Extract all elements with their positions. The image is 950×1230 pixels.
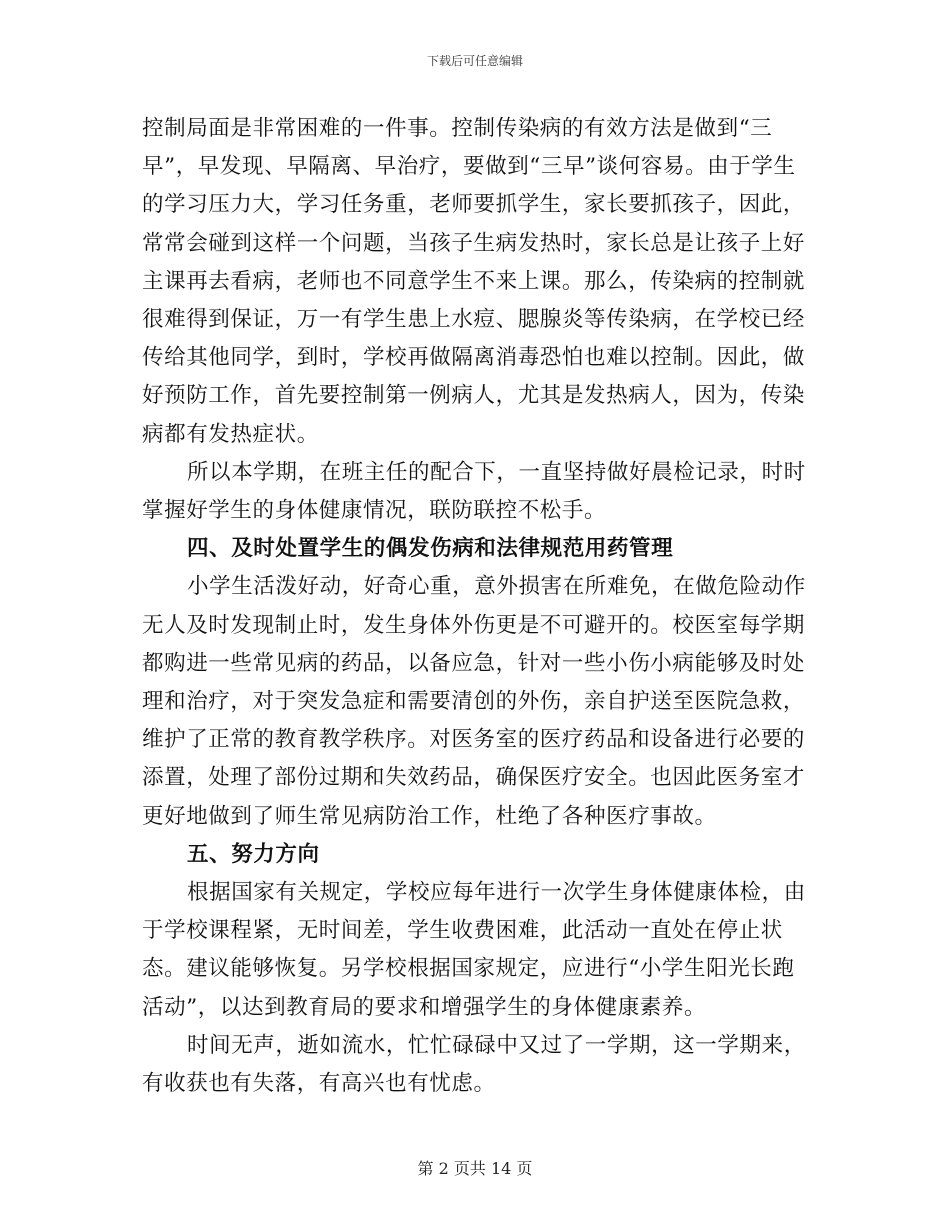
paragraph-4: 根据国家有关规定，学校应每年进行一次学生身体健康体检，由于学校课程紧，无时间差，学生收费困难，此活动一直处在停止状态。建议能够恢复。另学校根据国家规定，应进行“小学生阳光长跑活动”，以达到教育局的要求和增强学生的身体健康素养。 bbox=[142, 880, 806, 1020]
section-heading-4: 四、及时处置学生的偶发伤病和法律规范用药管理 bbox=[187, 536, 674, 562]
document-body bbox=[142, 110, 812, 1103]
paragraph-5: 时间无声，逝如流水，忙忙碌碌中又过了一学期，这一学期来，有收获也有失落，有高兴也有忧虑。 bbox=[142, 1032, 806, 1097]
paragraph-1: 控制局面是非常困难的一件事。控制传染病的有效方法是做到“三早”，早发现、早隔离、早治疗，要做到“三早”谈何容易。由于学生的学习压力大，学习任务重，老师要抓学生，家长要抓孩子，因此，常常会碰到这样一个问题，当孩子生病发热时，家长总是让孩子上好主课再去看病，老师也不同意学生不来上课。那么，传染病的控制就很难得到保证，万一有学生患上水痘、腮腺炎等传染病，在学校已经传给其他同学，到时，学校再做隔离消毒恐怕也难以控制。因此，做好预防工作，首先要控制第一例病人，尤其是发热病人，因为，传染病都有发热症状。 bbox=[142, 116, 806, 447]
paragraph-2: 所以本学期，在班主任的配合下，一直坚持做好晨检记录，时时掌握好学生的身体健康情况，联防联控不松手。 bbox=[142, 459, 806, 524]
page-header: 下载后可任意编辑 bbox=[426, 54, 523, 68]
page-footer: 第 2 页共 14 页 bbox=[417, 1159, 533, 1178]
paragraph-3: 小学生活泼好动，好奇心重，意外损害在所难免，在做危险动作无人及时发现制止时，发生身体外伤更是不可避开的。校医室每学期都购进一些常见病的药品，以备应急，针对一些小伤小病能够及时处理和治疗，对于突发急症和需要清创的外伤，亲自护送至医院急救，维护了正常的教育教学秩序。对医务室的医疗药品和设备进行必要的添置，处理了部份过期和失效药品，确保医疗安全。也因此医务室才更好地做到了师生常见病防治工作，杜绝了各种医疗事故。 bbox=[142, 574, 806, 829]
section-heading-5: 五、努力方向 bbox=[187, 841, 320, 867]
